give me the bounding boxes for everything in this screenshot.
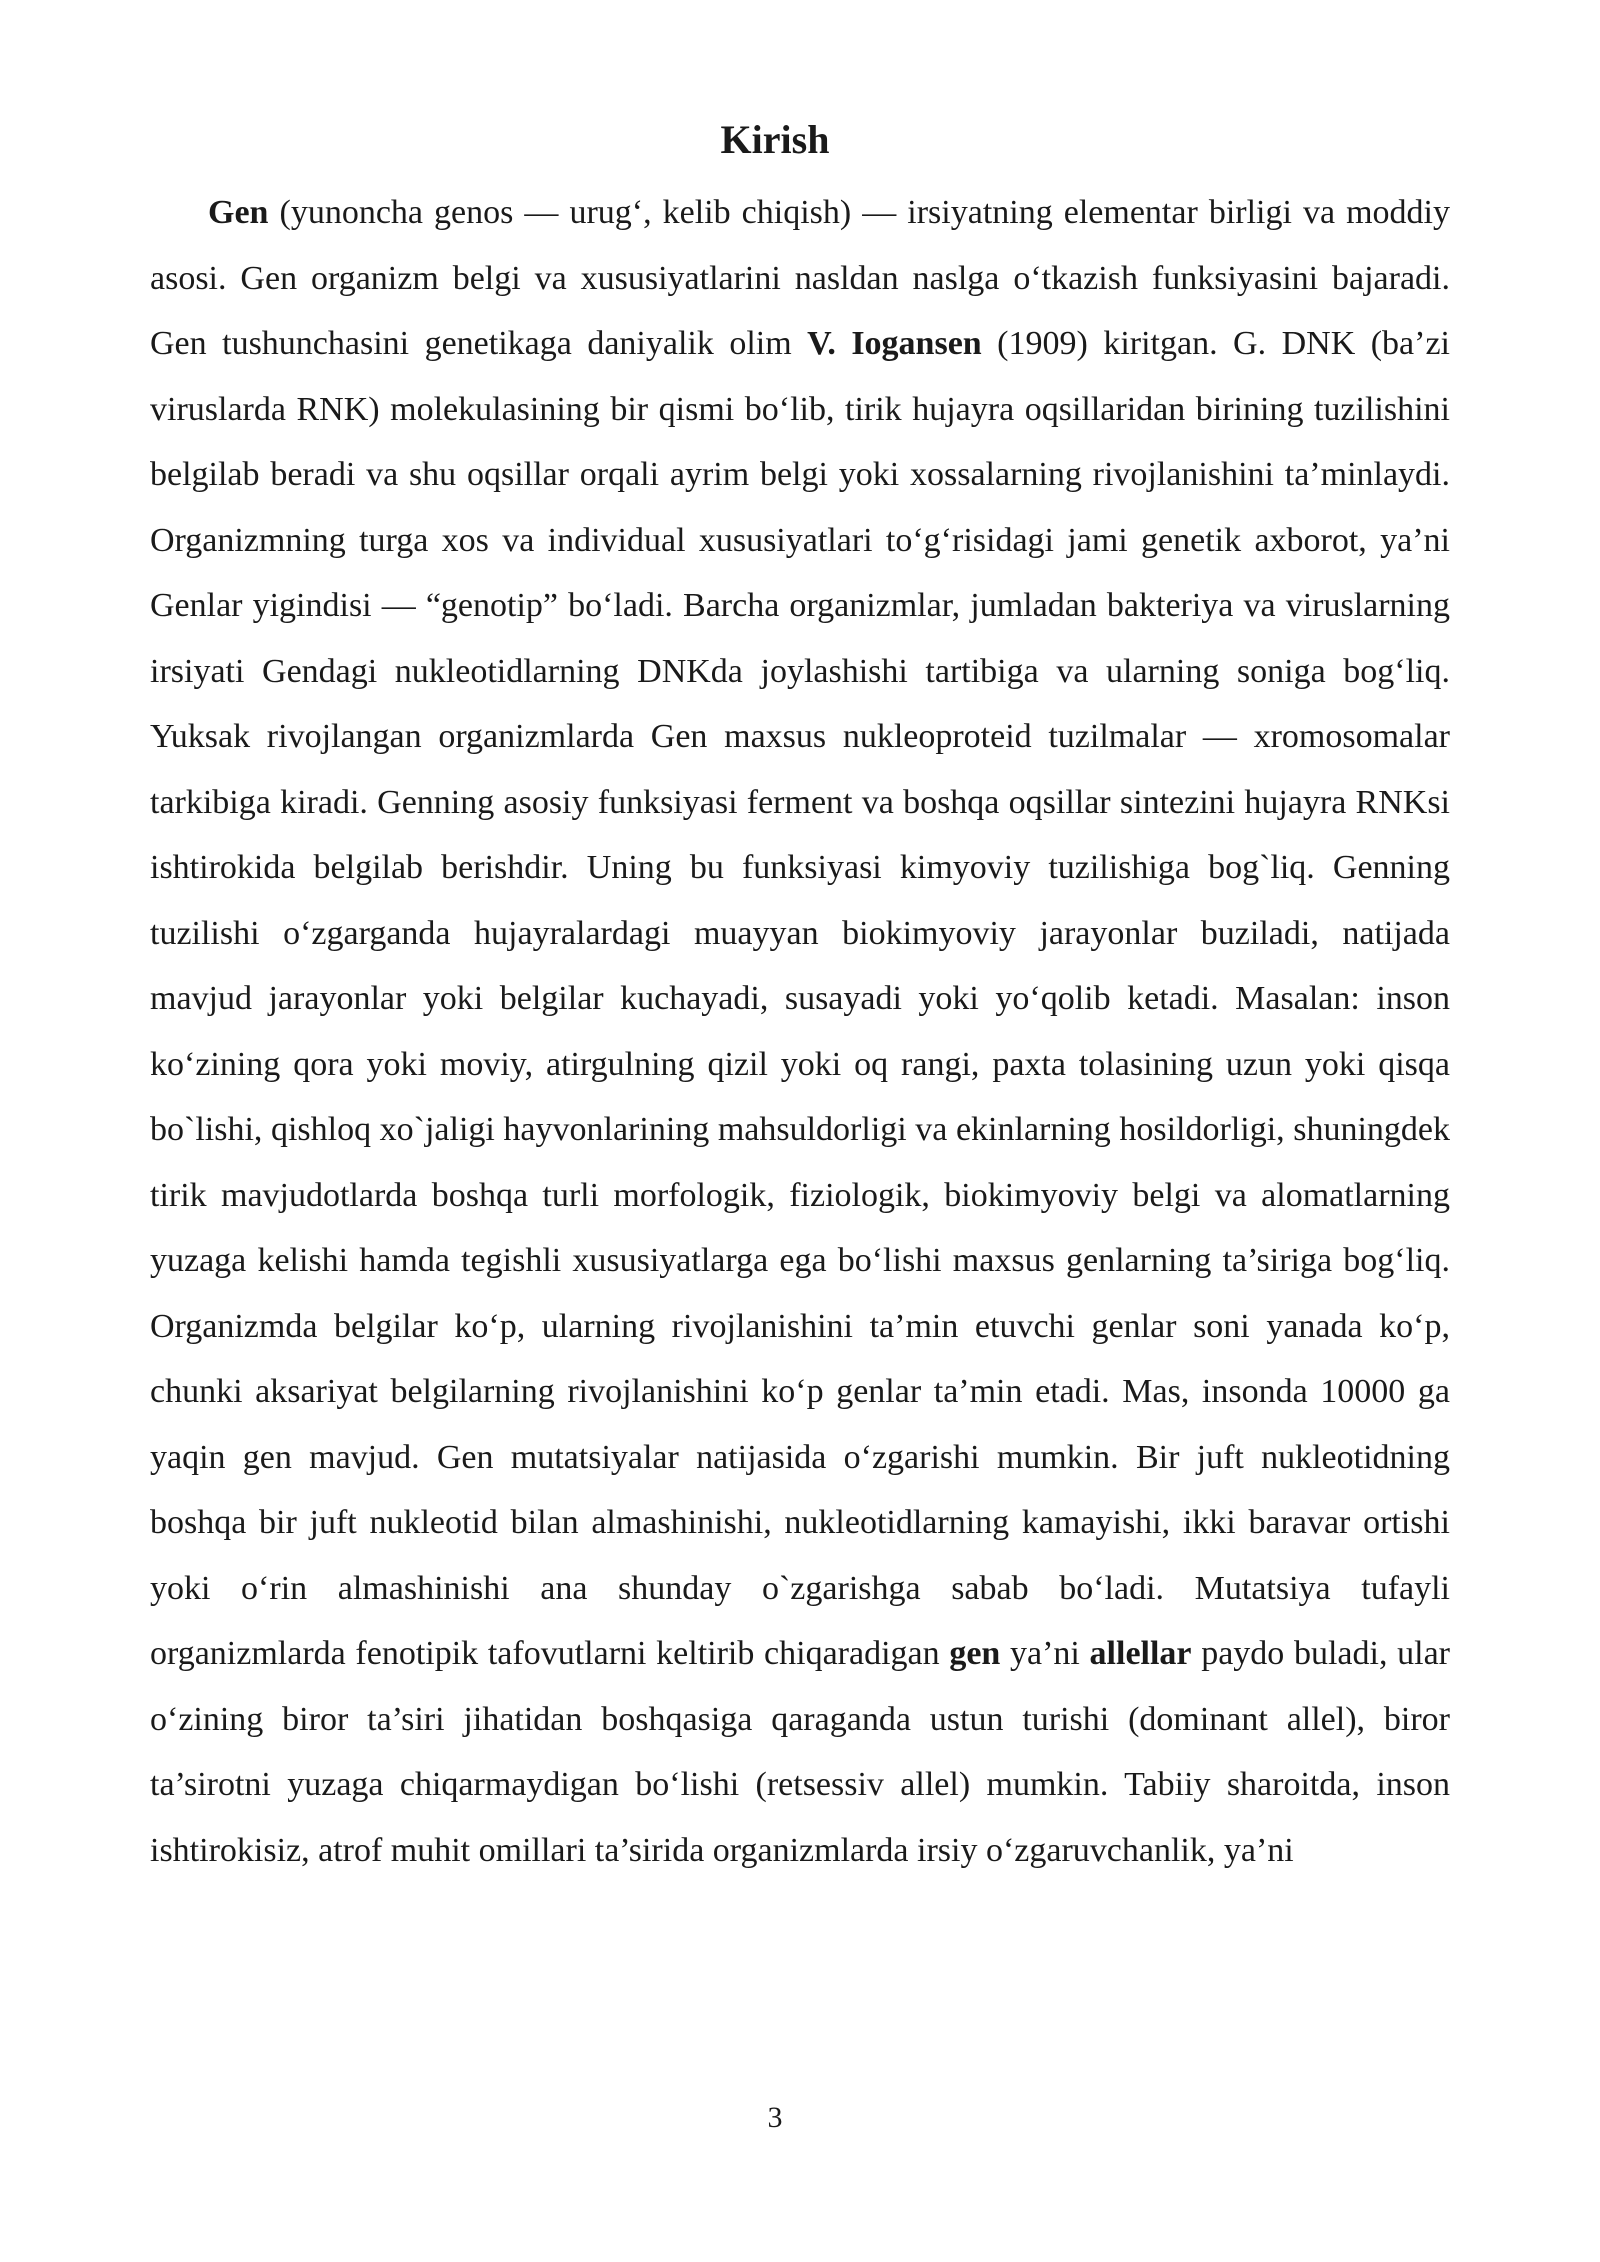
author-name: V. Iogansen — [807, 325, 982, 362]
term-gen-inline: gen — [949, 1635, 1001, 1672]
term-gen: Gen — [208, 194, 269, 231]
text-segment: paydo buladi, ular o‘zining biror ta’siri jihatidan boshqasiga qaraganda ustun turishi (dominant allel), biror ta’sirotni yuzaga chiqarmaydigan bo‘lishi (retsessiv allel) mumkin. Tabiiy sharoitda, inson ishtirokisiz, atrof muhit omillari ta’sirida organizmlarda irsiy o‘zgaruvchanlik, ya’ni — [150, 1635, 1451, 1869]
term-allellar: allellar — [1089, 1635, 1192, 1672]
page-number: 3 — [767, 2101, 783, 2134]
text-segment: (yunoncha genos — urug‘, kelib chiqish) — irsiyatning elementar birligi va moddiy asosi. Gen organizm belgi va xususiyatlarini nasldan naslga o‘tkazish funksiyasini bajaradi. Gen tushunchasini genetikaga daniyalik olim — [150, 194, 1450, 362]
text-segment: (1909) kiritgan. G. DNK (ba’zi viruslarda RNK) molekulasining bir qismi bo‘lib, tirik hujayra oqsillaridan birining tuzilishini belgilab beradi va shu oqsillar orqali ayrim belgi yoki xossalarning rivojlanishini ta’minlaydi. Organizmning turga xos va individual xususiyatlari to‘g‘risidagi jami genetik axborot, ya’ni Genlar yigindisi — “genotip” bo‘ladi. Barcha organizmlar, jumladan bakteriya va viruslarning irsiyati Gendagi nukleotidlarning DNKda joylashishi tartibiga va ularning soniga bog‘liq. Yuksak rivojlangan organizmlarda Gen maxsus nukleoproteid tuzilmalar — xromosomalar tarkibiga kiradi. Genning asosiy funksiyasi ferment va boshqa oqsillar sintezini hujayra RNKsi ishtirokida belgilab berishdir. Uning bu funksiyasi kimyoviy tuzilishiga bog`liq. Genning tuzilishi o‘zgarganda hujayralardagi muayyan biokimyoviy jarayonlar buziladi, natijada mavjud jarayonlar yoki belgilar kuchayadi, susayadi yoki yo‘qolib ketadi. Masalan: inson ko‘zining qora yoki moviy, atirgulning qizil yoki oq rangi, paxta tolasining uzun yoki qisqa bo`lishi, qishloq xo`jaligi hayvonlarining mahsuldorligi va ekinlarning hosildorligi, shuningdek tirik mavjudotlarda boshqa turli morfologik, fiziologik, biokimyoviy belgi va alomatlarning yuzaga kelishi hamda tegishli xususiyatlarga ega bo‘lishi maxsus genlarning ta’siriga bog‘liq. Organizmda belgilar ko‘p, ularning rivojlanishini ta’min etuvchi genlar soni yanada ko‘p, chunki aksariyat belgilarning rivojlanishini ko‘p genlar ta’min etadi. Mas, insonda 10000 ga yaqin gen mavjud. Gen mutatsiyalar natijasida o‘zgarishi mumkin. Bir juft nukleotidning boshqa bir juft nukleotid bilan almashinishi, nukleotidlarning kamayishi, ikki baravar ortishi yoki o‘rin almashinishi ana shunday o`zgarishga sabab bo‘ladi. Mutatsiya tufayli organizmlarda fenotipik tafovutlarni keltirib chiqaradigan — [150, 325, 1451, 1672]
body-paragraph — [150, 180, 1450, 1883]
text-segment: ya’ni — [1000, 1635, 1090, 1672]
page-title: Kirish — [720, 117, 830, 162]
